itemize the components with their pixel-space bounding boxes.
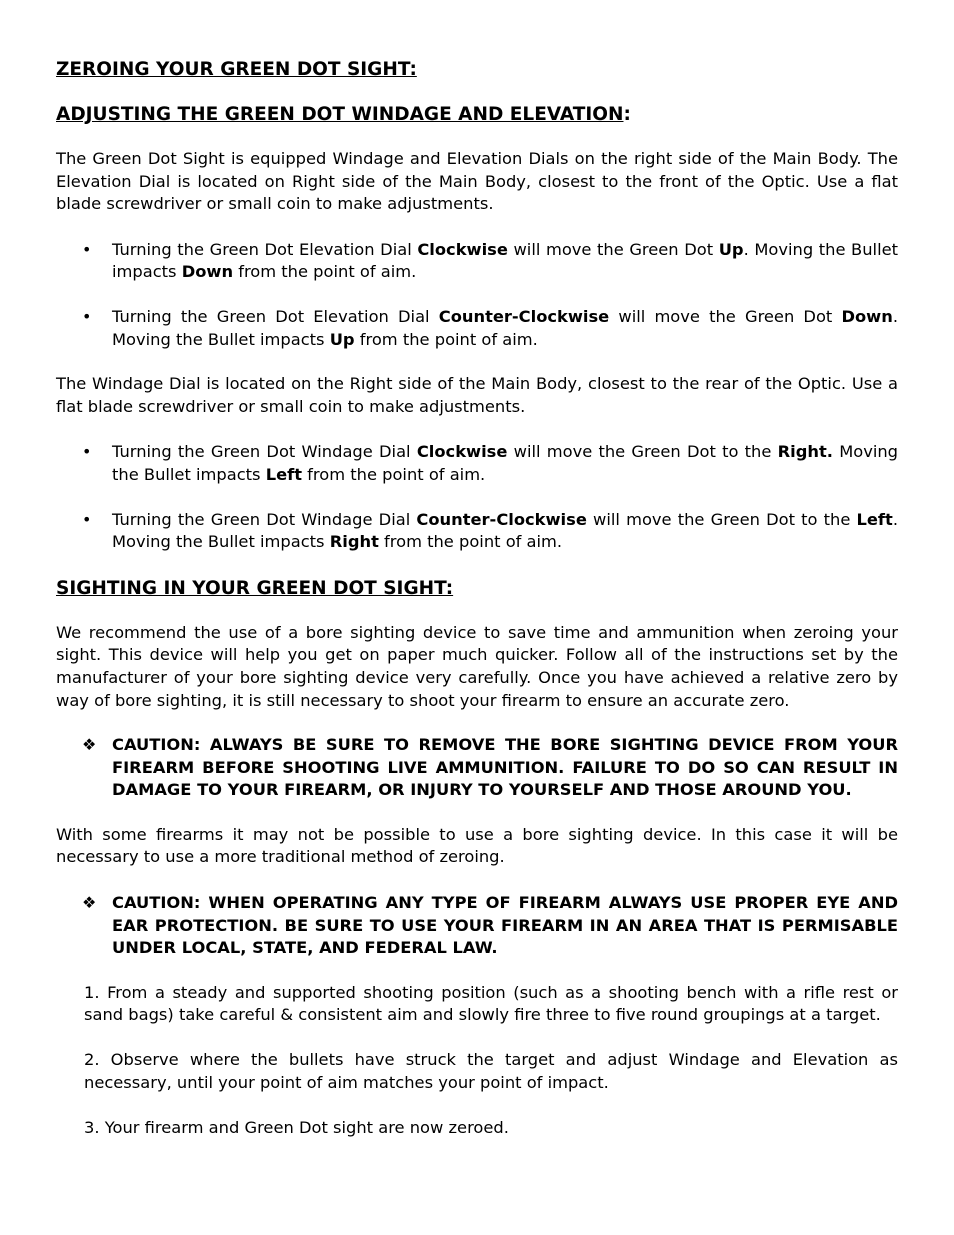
heading-zeroing (56, 57, 898, 83)
traditional-method-paragraph: With some firearms it may not be possible to use a bore sighting device. In this case it will be necessary to use a more traditional method of zeroing. (56, 824, 898, 867)
bold-run: Up (718, 239, 744, 259)
bore-sighting-paragraph: We recommend the use of a bore sighting device to save time and ammunition when zeroing your sight. This device will help you get on paper much quicker. Follow all of the instructions set by the manufacturer of your bore sighting device very carefully. Once you have achieved a relative zero by way of bore sighting, it is still necessary to shoot your firearm to ensure an accurate zero. (56, 622, 898, 710)
text-run: from the point of aim. (354, 329, 538, 349)
text-run: from the point of aim. (233, 262, 417, 282)
windage-intro-paragraph: The Windage Dial is located on the Right side of the Main Body, closest to the rear of the Optic. Use a flat blade screwdriver or small coin to make adjustments. (56, 374, 898, 416)
text-run: from the point of aim. (302, 464, 486, 484)
text-run: Moving the Bullet impacts (112, 442, 899, 484)
bold-run: Right (329, 532, 379, 552)
bold-run: Right. (777, 442, 833, 462)
bold-run: Down (841, 306, 893, 326)
text-run: . Moving the Bullet impacts (112, 509, 898, 552)
text-run: will move the Green Dot (507, 239, 719, 259)
text-run: Turning the Green Dot Elevation Dial (112, 239, 418, 259)
bullet-dot: • (82, 306, 92, 326)
text-run: Turning the Green Dot Windage Dial (112, 509, 417, 529)
heading-sighting-text: SIGHTING IN YOUR GREEN DOT SIGHT: (56, 577, 454, 599)
bullet-dot: • (82, 442, 92, 462)
step-3: 3. Your firearm and Green Dot sight are now zeroed. (84, 1118, 509, 1138)
caution-text: CAUTION: ALWAYS BE SURE TO REMOVE THE BORE SIGHTING DEVICE FROM YOUR FIREARM BEFORE SHOOTING LIVE AMMUNITION. FAILURE TO DO SO CAN RESULT IN DAMAGE TO YOUR FIREARM, OR INJURY TO YOURSELF AND THOSE AROUND YOU. (112, 735, 898, 800)
heading-zeroing-text: ZEROING YOUR GREEN DOT SIGHT: (56, 59, 417, 80)
bullet-dot: • (82, 509, 92, 529)
text-run: . Moving the Bullet impacts (112, 306, 898, 349)
bold-run: Clockwise (417, 239, 508, 259)
bullet-dot: • (82, 239, 92, 259)
caution-list-1 (56, 734, 898, 802)
caution-bore-sighting (56, 734, 898, 802)
zeroing-steps (56, 982, 898, 1140)
step-2: 2. Observe where the bullets have struck the target and adjust Windage and Elevation as necessary, until your point of aim matches your point of impact. (84, 1050, 898, 1092)
bold-run: Counter-Clockwise (438, 306, 610, 326)
text-run: will move the Green Dot to the (586, 509, 857, 529)
heading-sighting (56, 576, 898, 602)
elevation-bullet-list (56, 239, 898, 351)
caution-list-2 (56, 892, 898, 960)
heading-adjusting-colon: : (623, 104, 631, 125)
intro-paragraph: The Green Dot Sight is equipped Windage and Elevation Dials on the right side of the Main Body. The Elevation Dial is located on Right side of the Main Body, closest to the front of the Optic. Use a flat blade screwdriver or small coin to make adjustments. (56, 149, 898, 214)
text-run: Turning the Green Dot Windage Dial (112, 442, 417, 462)
bold-run: Counter-Clockwise (416, 509, 587, 529)
bold-run: Up (329, 329, 355, 349)
heading-adjusting (56, 102, 898, 128)
text-run: . Moving the Bullet impacts (112, 239, 898, 282)
text-run: from the point of aim. (378, 532, 563, 552)
caution-text: CAUTION: WHEN OPERATING ANY TYPE OF FIREARM ALWAYS USE PROPER EYE AND EAR PROTECTION. BE SURE TO USE YOUR FIREARM IN AN AREA THAT IS PERMISABLE UNDER LOCAL, STATE, AND FEDERAL LAW. (112, 893, 898, 958)
caution-diamond-icon: ❖ (82, 735, 97, 755)
elevation-bullet-counter-clockwise (56, 306, 898, 351)
bold-run: Clockwise (416, 442, 508, 462)
windage-bullet-counter-clockwise (56, 509, 898, 554)
elevation-bullet-clockwise (56, 239, 898, 284)
heading-adjusting-text: ADJUSTING THE GREEN DOT WINDAGE AND ELEVATION (56, 104, 624, 125)
bold-run: Left (265, 464, 302, 484)
windage-bullet-list (56, 441, 898, 553)
step-1: 1. From a steady and supported shooting position (such as a shooting bench with a rifle rest or sand bags) take careful & consistent aim and slowly fire three to five round groupings at a target. (84, 982, 898, 1025)
document-page (56, 57, 898, 1140)
text-run: will move the Green Dot (609, 306, 842, 326)
text-run: will move the Green Dot to the (507, 442, 778, 462)
caution-diamond-icon: ❖ (82, 893, 97, 913)
text-run: Turning the Green Dot Elevation Dial (112, 306, 439, 326)
caution-eye-ear-protection (56, 892, 898, 960)
windage-bullet-clockwise (56, 441, 898, 486)
bold-run: Left (856, 509, 893, 529)
bold-run: Down (181, 262, 234, 282)
